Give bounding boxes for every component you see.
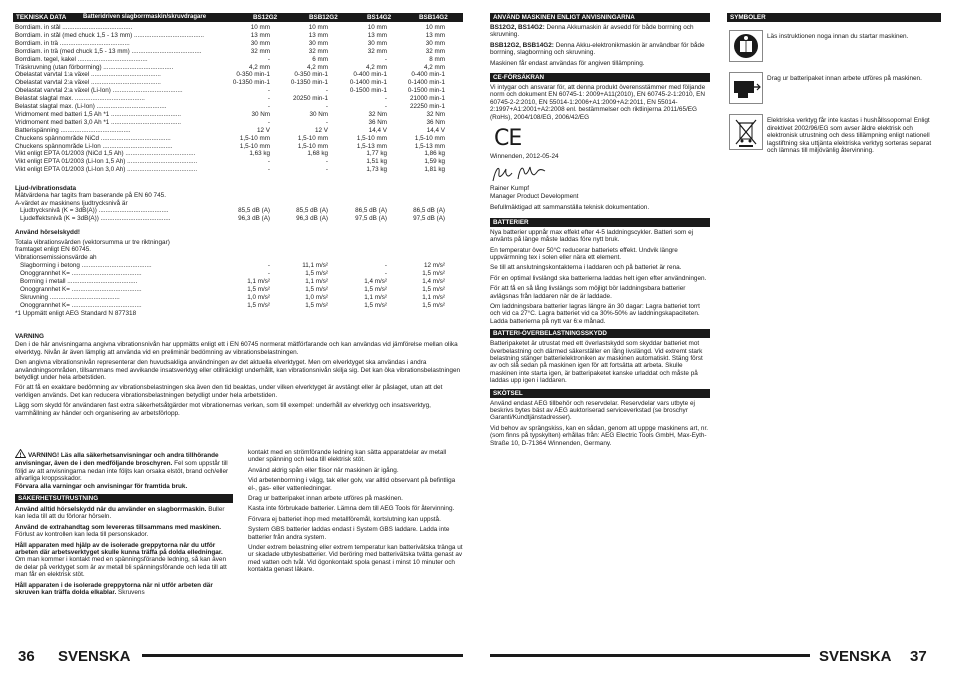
spec-value: 20250 min-1 [292,95,328,103]
vibration-intro-3: Vibrationsemissionsvärde ah [15,253,97,261]
safety-p1-rest: Buller kan leda till att du förlorar hörseln. [15,506,225,521]
vibration-row [15,270,463,277]
symbol-text-3: Elektriska verktyg får inte kastas i hushållssoporna! Enligt direktivet 2002/96/EG som avser äldre elektrisk och elektronisk utrustning och dess tillämpning enligt nationell lagstiftning ska uttjänta elektriska verktyg sorteras separat och lämnas till miljövänlig återvinning. [767,117,932,154]
spec-value: - [325,87,328,95]
vibration-value: 1,0 m/s² [247,293,270,301]
spec-value: 1,5-10 mm [297,142,328,150]
vibration-value: 1,1 m/s² [247,277,270,285]
symbol-text-1: Läs instruktionen noga innan du startar maskinen. [767,33,909,40]
spec-value: - [267,55,270,63]
usage-p1-bold: BS12G2, BS14G2: [490,24,545,31]
vibration-label: Slagborrning i betong ........................................ [20,262,152,269]
spec-row [15,103,463,110]
safety-col2-p5: Kasta inte förbrukade batterier. Lämna dem till AEG Tools för återvinning. [248,505,455,513]
general-warning [15,449,233,490]
noise-value: 86,5 dB (A) [355,207,387,214]
warning-triangle-icon [15,449,26,460]
spec-value: 1,77 kg [366,150,387,158]
spec-value: 6 mm [312,55,328,63]
vibration-value: 1,5 m/s² [305,285,328,293]
crossed-bin-icon [729,114,763,150]
safety-col2-p4: Drag ur batteripaket innan arbete utföres på maskinen. [248,495,403,503]
spec-value: 1,73 kg [366,166,387,174]
spec-row [15,127,463,134]
batteries-header: BATTERIER [490,218,710,227]
spec-row [15,79,463,86]
spec-label: Obelastat varvtal 2:a växel ........................................ [15,79,161,87]
vibration-label: Onoggrannhet K= ........................................ [20,301,142,309]
spec-value: - [325,103,328,110]
spec-value: 0-400 min-1 [411,71,445,79]
noise-value: 97,5 dB (A) [413,215,445,223]
spec-value: 10 mm [250,24,270,31]
vibration-row [15,278,463,285]
noise-value: 85,5 dB (A) [296,207,328,214]
noise-value: 96,3 dB (A) [296,215,328,223]
safety-column-2 [248,449,463,577]
spec-value: 1,63 kg [249,150,270,158]
spec-value: 13 mm [425,31,445,39]
vibration-label: Onoggrannhet K= ........................................ [20,269,142,277]
spec-value: - [325,166,328,174]
safety-col2-p3: Vid arbetenborrning i vägg, tak eller golv, var alltid observant på befintliga el-, gas- eller vattenledningar. [248,477,456,492]
usage-header: ANVÄND MASKINEN ENLIGT ANVISNINGARNA [490,13,710,22]
spec-value: 0-1350 min-1 [232,79,270,87]
spec-value: 32 mm [425,47,445,55]
noise-line-2: A-värdet av maskinens ljudtrycksnivå är [15,199,128,207]
spec-value: 10 mm [425,24,445,31]
spec-value: 12 V [257,126,270,134]
authorized-note: Befullmäktigad att sammanställa teknisk dokumentation. [490,204,650,212]
vibration-value: - [384,269,387,277]
spec-value: 0-400 min-1 [353,71,387,79]
spec-value: 32 mm [250,47,270,55]
language-label-right: SVENSKA [819,648,892,665]
safety-p4-rest: Skruvens [116,589,145,597]
spec-value: 1,5-13 mm [414,142,445,150]
noise-line-1: Mätvärdena har tagits fram baserande på EN 60 745. [15,192,166,200]
language-label-left: SVENSKA [58,648,131,665]
spec-value: - [384,103,387,110]
safety-col2-p2: Använd aldrig spån eller flisor när maskinen är igång. [248,466,399,474]
warning-section [15,333,463,420]
spec-value: - [267,87,270,95]
vibration-intro-1: Totala vibrationsvärden (vektorsumma ur tre riktningar) [15,239,170,246]
safety-p1 [15,506,233,521]
signer-name: Rainer Kumpf [490,185,530,193]
page-number-left: 36 [18,648,35,665]
model-1: BS12G2 [253,14,278,21]
noise-row [15,215,463,222]
usage-p2-rest: Denna Akku-elektronikmaskin är användbar för både borrning, slagborrning och skruvning. [490,41,705,57]
spec-label: Vikt enligt EPTA 01/2003 (Li-Ion 3,0 Ah) ........................................ [15,166,198,174]
spec-value: 14,4 V [368,126,387,134]
spec-label: Vridmoment med batteri 1,5 Ah *1 ........................................ [15,110,181,118]
spec-row [15,32,463,39]
vibration-value: 1,5 m/s² [247,301,270,309]
model-2: BSB12G2 [309,14,338,21]
safety-p2 [15,524,233,539]
spec-value: 32 Nm [368,110,387,118]
spec-header-bar [13,13,463,22]
vibration-value: 1,5 m/s² [422,285,445,293]
footnote: *1 Uppmätt enligt AEG Standard N 877318 [15,310,137,317]
spec-row [15,143,463,150]
vibration-intro [15,239,463,261]
spec-row [15,95,463,102]
spec-value: 1,59 kg [424,158,445,166]
spec-value: 21000 min-1 [409,95,445,103]
spec-value: 12 V [315,126,328,134]
battery-p2: En temperatur över 50°C reducerar batteriets effekt. Undvik längre uppvärmning tex i solen eller nära ett element. [490,246,678,261]
spec-value: 32 Nm [426,110,445,118]
spec-value: - [267,166,270,174]
spec-value: - [267,103,270,110]
spec-value: 1,5-10 mm [239,134,270,142]
spec-title: TEKNISKA DATA [16,14,67,21]
right-page [477,0,954,677]
safety-p3 [15,542,233,579]
spec-row [15,158,463,165]
spec-value: 32 mm [367,47,387,55]
noise-value: 97,5 dB (A) [355,215,387,223]
spec-value: 1,5-10 mm [356,134,387,142]
model-3: BS14G2 [367,14,392,21]
vibration-value: 12 m/s² [424,262,445,269]
safety-p2-rest: Förlust av kontrollen kan leda till personskador. [15,531,149,539]
spec-value: 1,68 kg [307,150,328,158]
spec-value: 13 mm [250,31,270,39]
battery-p4: För en optimal livslängd ska batterierna laddas helt igen efter användningen. [490,274,707,282]
spec-label: Borrdiam. in trä (med chuck 1,5 - 13 mm) ........................................ [15,47,202,55]
spec-row [15,111,463,118]
vibration-value: 1,1 m/s² [364,293,387,301]
spec-value: 10 mm [367,24,387,31]
noise-label: Ljudtrycksnivå (K = 3dB(A)) ........................................ [20,207,169,214]
noise-value: 85,5 dB (A) [238,207,270,214]
spec-value: 13 mm [308,31,328,39]
symbol-text-2: Drag ur batteripaket innan arbete utföres på maskinen. [767,75,922,82]
symbols-header: SYMBOLER [727,13,941,22]
spec-value: 1,5-10 mm [297,134,328,142]
footer-rule-right [490,654,810,657]
remove-battery-icon [729,72,763,104]
spec-row [15,24,463,31]
spec-row [15,135,463,142]
warning-p2: Den angivna vibrationsnivån representerar den huvudsakliga användningen av det aktuella elverktyget. Men om elverktyget ska användas i andra användningsområden, tillsammans med avvikande insatsverktyg eller otillräckligt underhållt, kan vibrationsnivån skilja sig. Det kan öka vibrationsbelastningen betydligt under hela arbetstiden. [15,359,461,382]
usage-p3: Maskinen får endast användas för angiven tillämpning. [490,59,645,67]
safety-col2-p6: Förvara ej batteriet ihop med metallföremål, kortslutning kan uppstå. [248,515,441,523]
spec-value: 30 mm [308,39,328,47]
noise-section [15,185,463,207]
spec-value: 1,5-13 mm [356,142,387,150]
vibration-row [15,294,463,301]
page-number-right: 37 [910,648,927,665]
spec-row [15,87,463,94]
spec-value: 30 Nm [309,110,328,118]
spec-value: 22250 min-1 [409,103,445,110]
spec-value: 30 Nm [251,110,270,118]
safety-p1-bold: Använd alltid hörselskydd när du använder en slagborrmaskin. [15,506,207,514]
spec-value: 4,2 mm [424,63,445,71]
read-manual-icon [729,30,763,62]
spec-value: 0-1350 min-1 [290,79,328,87]
footer-rule-left [142,654,463,657]
noise-heading: Ljud-/vibrationsdata [15,185,77,192]
vibration-value: 1,5 m/s² [364,285,387,293]
spec-label: Batterispänning ........................................ [15,126,131,134]
spec-value: 14,4 V [426,126,445,134]
spec-value: 36 Nm [368,118,387,126]
usage-p2-bold: BSB12G2, BSB14G2: [490,41,554,49]
vibration-value: 1,5 m/s² [422,269,445,277]
model-4: BSB14G2 [419,14,448,21]
spec-value: 1,51 kg [366,158,387,166]
overload-header: BATTERI-ÖVERBELASTNINGSSKYDD [490,329,710,338]
vibration-value: 1,5 m/s² [305,269,328,277]
safety-col2-p7: System GBS batterier laddas endast i System GBS laddare. Ladda inte batterier från andra system. [248,526,450,541]
spec-label: Borrdiam. in trä ........................................ [15,39,130,47]
spec-row [15,71,463,78]
spec-value: 30 mm [425,39,445,47]
safety-p2-bold: Använd de extrahandtag som levereras tillsammans med maskinen. [15,523,222,531]
spec-value: 10 mm [308,24,328,31]
spec-value: - [267,118,270,126]
spec-value: 30 mm [250,39,270,47]
spec-label: Obelastat varvtal 1:a växel ........................................ [15,71,161,79]
hearing-protection-note: Använd hörselskydd! [15,229,80,236]
spec-value: 4,2 mm [366,63,387,71]
noise-value: 96,3 dB (A) [238,215,270,223]
place-date: Winnenden, 2012-05-24 [490,153,559,161]
spec-subtitle: Batteridriven slagborrmaskin/skruvdragare [83,14,207,20]
usage-p1-rest: Denna Akkumaskin är avsedd för både borrning och skruvning. [490,24,694,39]
spec-value: 30 mm [367,39,387,47]
spec-label: Chuckens spännområde NiCd ........................................ [15,134,171,142]
spec-label: Vikt enligt EPTA 01/2003 (Li-Ion 1,5 Ah) ........................................ [15,158,198,166]
spec-row [15,56,463,63]
battery-p3: Se till att anslutningskontakterna i laddaren och på batteriet är rena. [490,264,682,272]
usage-section [490,13,710,450]
vibration-value: 1,5 m/s² [305,301,328,309]
warning-heading: VARNING [15,333,44,340]
spec-value: 0-1400 min-1 [349,79,387,87]
spec-label: Chuckens spännområde Li-Ion ........................................ [15,142,173,150]
signature-image [490,163,710,185]
warning-bold: VARNING! Läs alla säkerhetsanvisningar och andra tillhörande anvisningar, även de i den medföljande broschyren. [15,452,219,468]
spec-value: 0-350 min-1 [236,71,270,79]
safety-p3-rest: Om man kommer i kontakt med en spänningsförande ledning, så kan även de delar på verktyget som är av metall bli spänningsförande och leda till att man får en elektrisk stöt. [15,556,227,579]
vibration-value: 1,4 m/s² [364,277,387,285]
vibration-intro-2: framtaget enligt EN 60745. [15,246,92,254]
spec-value: - [267,158,270,166]
vibration-value: 1,1 m/s² [422,293,445,301]
safety-p4 [15,582,233,597]
spec-value: - [325,118,328,126]
overload-text: Batteripaketet är utrustat med ett överlastskydd som skyddar batteriet mot överbelastning och därmed säkerställer en lång livslängd. Vid extremt stark belastning stänger batterielektroniken av maskinen automatiskt. Stäng först av och slå sedan på maskinen igen för att fortsätta att arbeta. Skulle maskinen inte starta igen, är batteripaketet kanske urladdat och måste på laddas upp igen i laddaren. [490,340,703,385]
usage-p1 [490,24,710,39]
spec-value: 0-1500 min-1 [349,87,387,95]
vibration-value: 11,1 m/s² [302,262,328,269]
svg-text:!: ! [19,452,22,458]
usage-p2 [490,42,710,57]
maintenance-header: SKÖTSEL [490,389,710,398]
safety-col2-p8: Under extrem belastning eller extrem temperatur kan batterivätska tränga ut ur skadade utbytesbatterier. Vid beröring med batterivätska tvätta genast av med vatten och tvål. Vid ögonkontakt spola genast i minst 10 minuter och kontakta genast läkare. [248,544,463,574]
spec-row [15,119,463,126]
safety-column-1 [15,449,233,600]
ce-mark: CE [494,126,522,152]
vibration-value: - [384,262,387,269]
maintenance-p1: Använd endast AEG tillbehör och reservdelar. Reservdelar vars utbyte ej beskrivs bytes bäst av AEG auktoriserad serviceverkstad (se broschyr Garanti/Kundtjänstadresser). [490,399,695,422]
spec-value: 8 mm [429,55,445,63]
spec-row [15,40,463,47]
noise-row [15,207,463,214]
maintenance-p2: Vid behov av sprängskiss, kan en sådan, genom att uppge maskinens art, nr. (som finns på typskylten) erhållas från: AEG Electric Tools GmbH, Max-Eyth-Straße 10, D-71364 Winnenden, Germany. [490,424,709,447]
spec-label: Borrdiam. tegel, kakel ........................................ [15,55,148,63]
spec-value: - [325,158,328,166]
spec-row [15,64,463,71]
vibration-label: Onoggrannhet K= ........................................ [20,285,142,293]
noise-value: 86,5 dB (A) [413,207,445,214]
vibration-row [15,262,463,269]
spec-value: 32 mm [308,47,328,55]
safety-equipment-header: SÄKERHETSUTRUSTNING [15,494,233,503]
spec-value: 1,5-10 mm [414,134,445,142]
warning-p4: Lägg som skydd för användaren fast extra säkerhetsåtgärder mot vibrationernas verkan, som till exempel: underhåll av elverktyg och insatsverktyg, varmhållning av händer och organisering av arbetsförlopp. [15,402,431,417]
vibration-label: Skruvning ........................................ [20,293,120,301]
spec-value: 0-1400 min-1 [407,79,445,87]
vibration-value: 1,5 m/s² [247,285,270,293]
vibration-label: Borrning i metall ........................................ [20,277,138,285]
battery-p5: För att få en så lång livslängs som möjligt bör laddningsbara batterier avlägsnas från laddaren när de är laddade. [490,285,686,300]
spec-label: Vikt enligt EPTA 01/2003 (NiCd 1,5 Ah) ........................................ [15,150,196,158]
spec-row [15,48,463,55]
spec-value: 1,81 kg [424,166,445,174]
safety-col2-p1: kontakt med en strömförande ledning kan sätta apparatdelar av metall under spänning och leda till elektrisk stöt. [248,449,447,464]
vibration-value: 1,5 m/s² [364,301,387,309]
spec-value: 36 Nm [426,118,445,126]
vibration-value: - [267,269,270,277]
battery-p6: Om laddningsbara batterier lagras längre än 30 dagar: Lagra batteriet torrt och vid ca 27°C. Lagra batteriet vid ca 30%-50% av laddningskapaciteten. Ladda batterierna på nytt var 6:e månad. [490,302,700,325]
spec-label: Borrdiam. in stål (med chuck 1,5 - 13 mm) ........................................ [15,31,204,39]
spec-value: 0-1500 min-1 [407,87,445,95]
vibration-value: 1,4 m/s² [422,277,445,285]
vibration-value: 1,1 m/s² [305,277,328,285]
spec-label: Träskruvning (utan förborrning) ........................................ [15,63,174,71]
vibration-row [15,286,463,293]
warning-p3: För att få en exaktare bedömning av vibrationsbelastningen ska även den tid beaktas, under vilken elverktyget är avstängt eller är påslaget, utan att det verkligen används. Det kan reducera vibrationsbelastningen betydligt under hela arbetstiden. [15,384,443,399]
safety-p4-bold: Håll apparaten i de isolerade greppytorna när ni utför arbeten där skruven kan träffa dolda elkablar. [15,581,213,597]
spec-value: 4,2 mm [307,63,328,71]
spec-value: 0-350 min-1 [294,71,328,79]
spec-value: - [267,95,270,103]
spec-value: 1,5-10 mm [239,142,270,150]
spec-value: - [384,55,387,63]
safety-p3-bold: Håll apparaten med hjälp av de isolerade greppytorna när du utför arbeten där arbetsverktyget skulle kunna träffa på dolda elledningar. [15,541,223,557]
vibration-value: 1,0 m/s² [305,293,328,301]
spec-label: Borrdiam. in stål ........................................ [15,24,133,31]
spec-value: 13 mm [367,31,387,39]
spec-value: 1,86 kg [424,150,445,158]
signer-title: Manager Product Development [490,192,579,200]
ce-text: Vi intygar och ansvarar för, att denna produkt överensstämmer med följande norm och dokument EN 60745-1: 2009+A11(2010), EN 60745-2-1:2010, EN 60745-2-2:2010, EN 55014-1:2006+A1:2009+A2:2011, EN 55014-2:1997+A1:2001+A2:2008 enl. bestämmelser och riktlinjerna 2011/65/EG (RoHs), 2004/108/EG, 2006/42/EG [490,84,706,121]
vibration-row [15,302,463,309]
spec-row [15,150,463,157]
battery-p1: Nya batterier uppnår max effekt efter 4-5 laddningscykler. Batteri som ej använts på länge måste laddas före nytt bruk. [490,228,694,244]
spec-label: Belastat slagtal max. ........................................ [15,95,145,103]
ce-header: CE-FÖRSÄKRAN [490,73,710,82]
warning-p1: Den i de här anvisningarna angivna vibrationsnivån har uppmätts enligt ett i EN 60745 normerat mätförfarande och kan användas vid jämförelse mellan olika elverktyg. Nivån är även lämplig att använda vid en preliminär bedömning av vibrationsbelastningen. [15,341,458,356]
vibration-value: 1,5 m/s² [422,301,445,309]
spec-value: 4,2 mm [249,63,270,71]
warning-keep: Förvara alla varningar och anvisningar för framtida bruk. [15,482,188,490]
noise-label: Ljudeffektsnivå (K = 3dB(A)) ........................................ [20,215,171,223]
spec-label: Belastat slagtal max. (Li-Ion) ........................................ [15,103,167,110]
spec-label: Obelastat varvtal 2:a växel (Li-Ion) ........................................ [15,87,183,95]
spec-row [15,166,463,173]
spec-value: - [384,95,387,103]
spec-label: Vridmoment med batteri 3,0 Ah *1 ........................................ [15,118,181,126]
warning-rest: Fel som uppstår till följd av att anvisningarna nedan inte följts kan orsaka elstöt, brand och/eller allvarliga kroppsskador. [15,460,229,483]
vibration-value: - [267,262,270,269]
